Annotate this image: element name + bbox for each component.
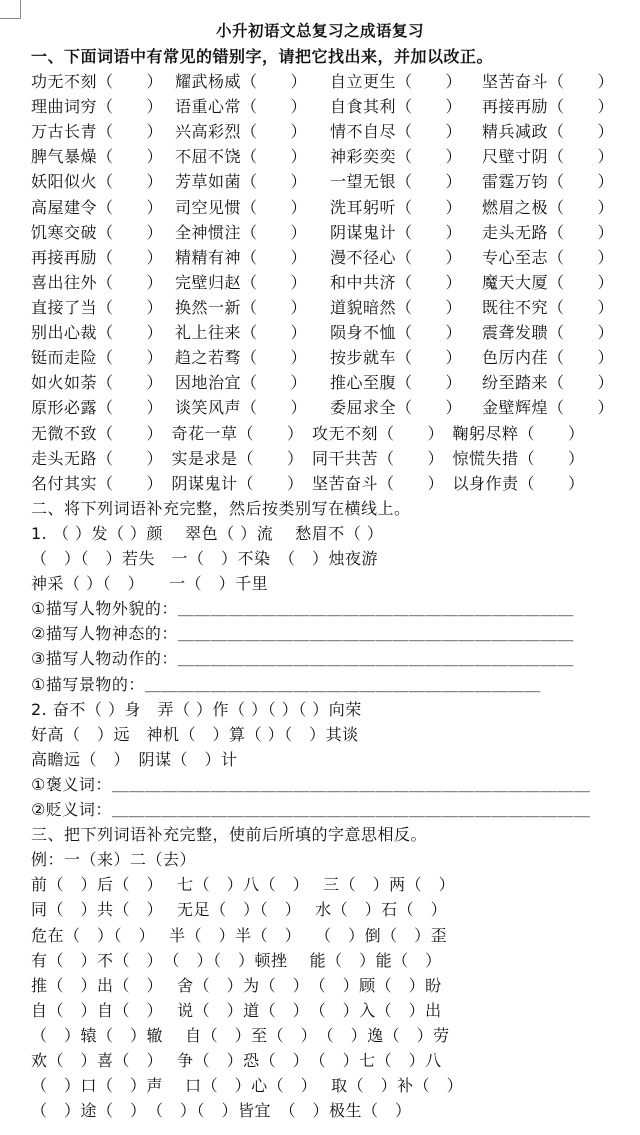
antonym-fill-line: （ ）途（ ） （ ）（ ）皆宜 （ ）极生（ ） — [31, 1101, 412, 1120]
idiom-item: 全神惯注（ ） — [175, 223, 308, 242]
idiom-item: 洗耳躬听（ ） — [330, 198, 463, 217]
idiom-item: 再接再励（ ） — [31, 248, 164, 267]
fill-in-line: ①褒义词：＿＿＿＿＿＿＿＿＿＿＿＿＿＿＿＿＿＿＿＿＿＿＿＿＿＿＿＿＿ — [31, 775, 591, 794]
idiom-item: 兴高彩烈（ ） — [175, 122, 308, 141]
idiom-item: 雷霆万钧（ ） — [482, 172, 615, 191]
antonym-fill-line: 欢（ ）喜（ ） 争（ ）恐（ ） （ ）七（ ）八 — [31, 1051, 442, 1070]
idiom-item: 委屈求全（ ） — [330, 398, 463, 417]
idiom-item: 自立更生（ ） — [330, 72, 463, 91]
example-line: 例：一（来）二（去） — [31, 850, 197, 869]
idiom-item: 推心至腹（ ） — [330, 373, 463, 392]
idiom-item: 自食其利（ ） — [330, 97, 463, 116]
idiom-item: 精精有神（ ） — [175, 248, 308, 267]
idiom-item: 按步就车（ ） — [330, 348, 463, 367]
correction-row-extra: 走头无路（ ） 实是求是（ ） 同干共苦（ ） 惊慌失措（ ） — [31, 449, 585, 468]
fill-in-line: ①描写景物的：＿＿＿＿＿＿＿＿＿＿＿＿＿＿＿＿＿＿＿＿＿＿＿＿ — [31, 675, 541, 694]
idiom-item: 谈笑风声（ ） — [175, 398, 308, 417]
section2-heading: 二、将下列词语补充完整，然后按类别写在横线上。 — [31, 499, 411, 518]
idiom-item: 阴谋鬼计（ ） — [330, 223, 463, 242]
fill-in-line: 神采（ ）（ ） 一（ ）千里 — [31, 574, 269, 593]
idiom-item: 情不自尽（ ） — [330, 122, 463, 141]
idiom-item: 换然一新（ ） — [175, 298, 308, 317]
idiom-item: 既往不究（ ） — [482, 298, 615, 317]
idiom-item: 专心至志（ ） — [482, 248, 615, 267]
antonym-fill-line: 推（ ）出（ ） 舍（ ）为（ ） （ ）顾（ ）盼 — [31, 976, 442, 995]
idiom-item: 别出心裁（ ） — [31, 323, 164, 342]
idiom-item: 纷至踏来（ ） — [482, 373, 615, 392]
idiom-item: 道貌暗然（ ） — [330, 298, 463, 317]
idiom-item: 魔天大厦（ ） — [482, 273, 615, 292]
idiom-item: 如火如荼（ ） — [31, 373, 164, 392]
idiom-item: 燃眉之极（ ） — [482, 198, 615, 217]
idiom-item: 和中共济（ ） — [330, 273, 463, 292]
idiom-item: 司空见惯（ ） — [175, 198, 308, 217]
idiom-item: 妖阳似火（ ） — [31, 172, 164, 191]
idiom-item: 高屋建令（ ） — [31, 198, 164, 217]
idiom-item: 趋之若骛（ ） — [175, 348, 308, 367]
idiom-item: 耀武杨威（ ） — [175, 72, 308, 91]
section3-heading: 三、把下列词语补充完整，使前后所填的字意思相反。 — [31, 825, 428, 844]
fill-in-line: （ ）（ ）若失 一（ ）不染 （ ）烛夜游 — [31, 549, 379, 568]
antonym-fill-line: （ ）辕（ ）辙 自（ ）至（ ） （ ）逸（ ）劳 — [31, 1026, 450, 1045]
idiom-item: 漫不径心（ ） — [330, 248, 463, 267]
idiom-item: 芳草如菌（ ） — [175, 172, 308, 191]
idiom-item: 走头无路（ ） — [482, 223, 615, 242]
fill-in-line: ②贬义词：＿＿＿＿＿＿＿＿＿＿＿＿＿＿＿＿＿＿＿＿＿＿＿＿＿＿＿＿＿ — [31, 800, 591, 819]
idiom-item: 直接了当（ ） — [31, 298, 164, 317]
idiom-item: 不屈不饶（ ） — [175, 147, 308, 166]
fill-in-line: 高瞻远（ ） 阴谋（ ）计 — [31, 750, 238, 769]
fill-in-line: 1. （ ）发（ ）颜 翠色（ ）流 愁眉不（ ） — [31, 524, 384, 543]
antonym-fill-line: （ ）口（ ）声 口（ ）心（ ） 取（ ）补（ ） — [31, 1076, 464, 1095]
page-corner-mark — [0, 0, 21, 19]
fill-in-line: ②描写人物神态的：＿＿＿＿＿＿＿＿＿＿＿＿＿＿＿＿＿＿＿＿＿＿＿＿ — [31, 624, 574, 643]
correction-row-extra: 名付其实（ ） 阴谋鬼计（ ） 坚苦奋斗（ ） 以身作责（ ） — [31, 474, 585, 493]
idiom-item: 功无不刻（ ） — [31, 72, 164, 91]
idiom-item: 震聋发聩（ ） — [482, 323, 615, 342]
idiom-item: 色厉内荏（ ） — [482, 348, 615, 367]
idiom-item: 因地治宜（ ） — [175, 373, 308, 392]
antonym-fill-line: 自（ ）自（ ） 说（ ）道（ ） （ ）入（ ）出 — [31, 1001, 442, 1020]
antonym-fill-line: 前（ ）后（ ） 七（ ）八（ ） 三（ ）两（ ） — [31, 875, 456, 894]
idiom-item: 脾气暴燥（ ） — [31, 147, 164, 166]
idiom-item: 万古长青（ ） — [31, 122, 164, 141]
fill-in-line: 好高（ ）远 神机（ ）算（ ）（ ）其谈 — [31, 725, 359, 744]
idiom-item: 坚苦奋斗（ ） — [482, 72, 615, 91]
correction-row-extra: 无微不致（ ） 奇花一草（ ） 攻无不刻（ ） 鞠躬尽粹（ ） — [31, 424, 585, 443]
idiom-item: 再接再励（ ） — [482, 97, 615, 116]
idiom-item: 精兵减政（ ） — [482, 122, 615, 141]
fill-in-line: ③描写人物动作的：＿＿＿＿＿＿＿＿＿＿＿＿＿＿＿＿＿＿＿＿＿＿＿＿ — [31, 649, 574, 668]
idiom-item: 原形必露（ ） — [31, 398, 164, 417]
idiom-item: 完壁归赵（ ） — [175, 273, 308, 292]
idiom-item: 陨身不恤（ ） — [330, 323, 463, 342]
idiom-item: 尺壁寸阴（ ） — [482, 147, 615, 166]
antonym-fill-line: 同（ ）共（ ） 无足（ ）（ ） 水（ ）石（ ） — [31, 900, 448, 919]
idiom-item: 语重心常（ ） — [175, 97, 308, 116]
idiom-item: 铤而走险（ ） — [31, 348, 164, 367]
fill-in-line: ①描写人物外貌的：＿＿＿＿＿＿＿＿＿＿＿＿＿＿＿＿＿＿＿＿＿＿＿＿ — [31, 599, 574, 618]
page-title: 小升初语文总复习之成语复习 — [215, 22, 424, 40]
antonym-fill-line: 有（ ）不（ ） （ ）（ ）顿挫 能（ ）能（ ） — [31, 951, 442, 970]
section1-heading: 一、下面词语中有常见的错别字，请把它找出来，并加以改正。 — [31, 47, 494, 66]
idiom-item: 饥寒交破（ ） — [31, 223, 164, 242]
idiom-item: 礼上往来（ ） — [175, 323, 308, 342]
idiom-item: 一望无银（ ） — [330, 172, 463, 191]
idiom-item: 理曲词穷（ ） — [31, 97, 164, 116]
fill-in-line: 2. 奋不（ ）身 弄（ ）作（ ）（ ）（ ）向荣 — [31, 700, 362, 719]
idiom-item: 喜出往外（ ） — [31, 273, 164, 292]
idiom-item: 神彩奕奕（ ） — [330, 147, 463, 166]
antonym-fill-line: 危在（ ）（ ） 半（ ）半（ ） （ ）倒（ ）歪 — [31, 926, 448, 945]
idiom-item: 金壁辉煌（ ） — [482, 398, 615, 417]
